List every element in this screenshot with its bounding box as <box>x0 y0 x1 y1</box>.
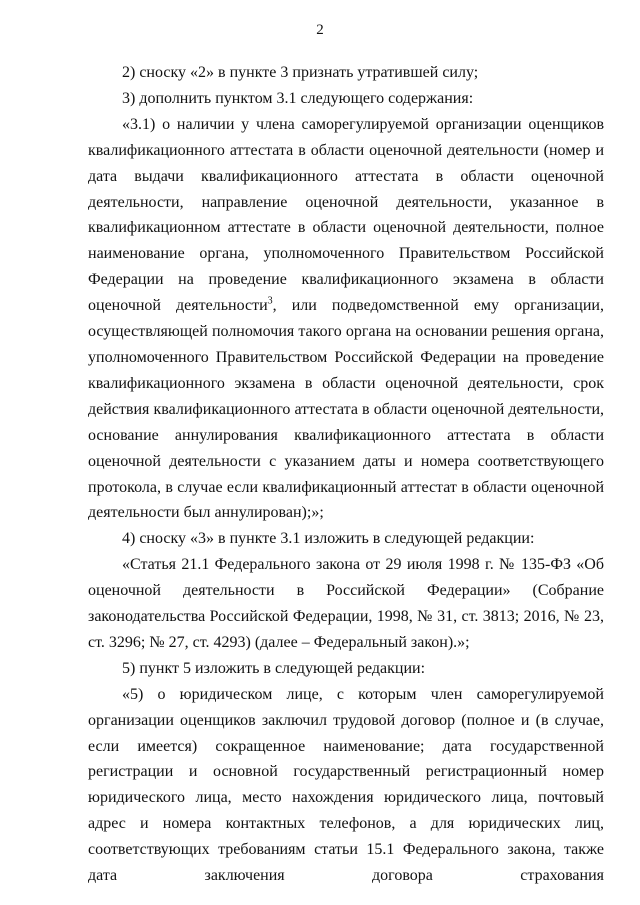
paragraph-footnote-3-text: «Статья 21.1 Федерального закона от 29 июля 1998 г. № 135-ФЗ «Об оценочной деятельности в Российской Федерации» (Собрание законодательства Российской Федерации, 1998, № 31, ст. 3813; 2016, № 23, ст. 3296; № 27, ст. 4293) (далее – Федеральный закон).»; <box>88 556 604 651</box>
page-number: 2 <box>316 22 324 38</box>
footnote-marker: 3 <box>267 295 273 307</box>
paragraph-point-5: 5) пункт 5 изложить в следующей редакции: <box>122 659 426 677</box>
paragraph-footnote-2: 2) сноску «2» в пункте 3 признать утратившей силу; <box>122 64 479 81</box>
paragraph-footnote-3: 4) сноску «3» в пункте 3.1 изложить в следующей редакции: <box>122 530 535 548</box>
paragraph-point-5-text: «5) о юридическом лице, с которым член саморегулируемой организации оценщиков заключил трудовой договор (полное и (в случае, если имеется) сокращенное наименование; дата государственной регистрации и основной государственный регистрационный номер юридического лица, место нахождения юридического лица, почтовый адрес и номера контактных телефонов, а для юридических лиц, соответствующих требованиям статьи 15.1 Федерального закона, также дата заключения договора страхования <box>88 685 604 885</box>
paragraph-point-3-1-part-2: , или подведомственной ему организации, осуществляющей полномочия такого органа на основании решения органа, уполномоченного Правительством Российской Федерации на проведение квалификационного экзамена в области оценочной деятельности, срок действия квалификационного аттестата в области оценочной деятельности, основание аннулирования квалификационного аттестата в области оценочной деятельности с указанием даты и номера соответствующего протокола, в случае если квалификационный аттестат в области оценочной деятельности был аннулирован);»; <box>88 297 604 522</box>
document-body <box>88 60 604 889</box>
paragraph-point-3-1-text <box>88 112 604 527</box>
paragraph-point-3-1-part-1: «3.1) о наличии у члена саморегулируемой организации оценщиков квалификационного аттестата в области оценочной деятельности (номер и дата выдачи квалификационного аттестата в области оценочной деятельности, направление оценочной деятельности, указанное в квалификационном аттестате в области оценочной деятельности, полное наименование органа, уполномоченного Правительством Российской Федерации на проведение квалификационного экзамена в области оценочной деятельности <box>88 115 604 315</box>
paragraph-add-point-3-1: 3) дополнить пунктом 3.1 следующего содержания: <box>122 89 474 107</box>
